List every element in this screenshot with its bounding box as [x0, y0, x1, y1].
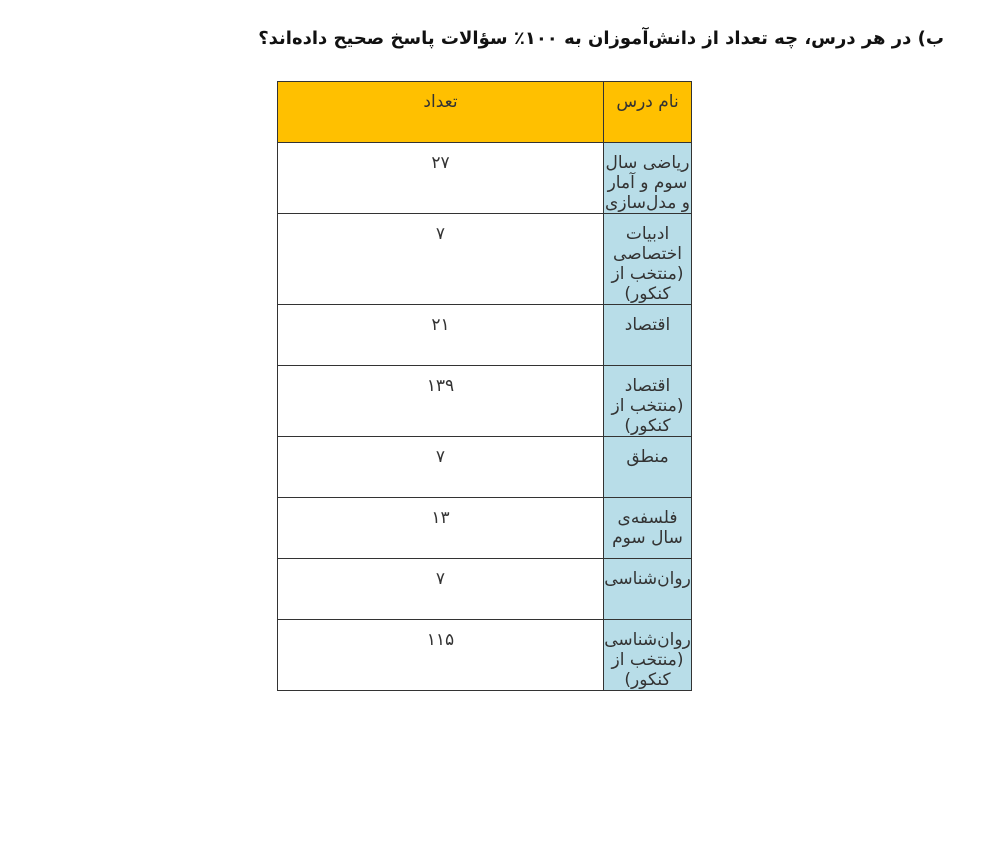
table-row: [278, 214, 692, 305]
table-row: [278, 143, 692, 214]
subject-cell: روان‌شناسی: [604, 559, 692, 620]
subject-cell: فلسفه‌ی سال سوم: [604, 498, 692, 559]
table-row: [278, 366, 692, 437]
subject-cell: ریاضی سال سوم و آمار و مدل‌سازی: [604, 143, 692, 214]
table-row: [278, 559, 692, 620]
count-cell: ۱۱۵: [278, 620, 604, 691]
subject-cell: روان‌شناسی (منتخب از کنکور): [604, 620, 692, 691]
table-row: [278, 437, 692, 498]
count-cell: ۲۱: [278, 305, 604, 366]
table-row: [278, 620, 692, 691]
count-cell: ۱۳۹: [278, 366, 604, 437]
count-cell: ۷: [278, 559, 604, 620]
count-cell: ۱۳: [278, 498, 604, 559]
count-cell: ۷: [278, 214, 604, 305]
count-cell: ۲۷: [278, 143, 604, 214]
question-text: ب) در هر درس، چه تعداد از دانش‌آموزان به ۱۰۰٪ سؤالات پاسخ صحیح داده‌اند؟: [258, 28, 944, 49]
subject-cell: منطق: [604, 437, 692, 498]
table-row: [278, 305, 692, 366]
subject-cell: ادبیات اختصاصی (منتخب از کنکور): [604, 214, 692, 305]
table-row: [278, 498, 692, 559]
table-header-row: [278, 82, 692, 143]
header-subject: نام درس: [604, 82, 692, 143]
results-table: [277, 81, 692, 691]
subject-cell: اقتصاد (منتخب از کنکور): [604, 366, 692, 437]
subject-cell: اقتصاد: [604, 305, 692, 366]
count-cell: ۷: [278, 437, 604, 498]
header-count: تعداد: [278, 82, 604, 143]
